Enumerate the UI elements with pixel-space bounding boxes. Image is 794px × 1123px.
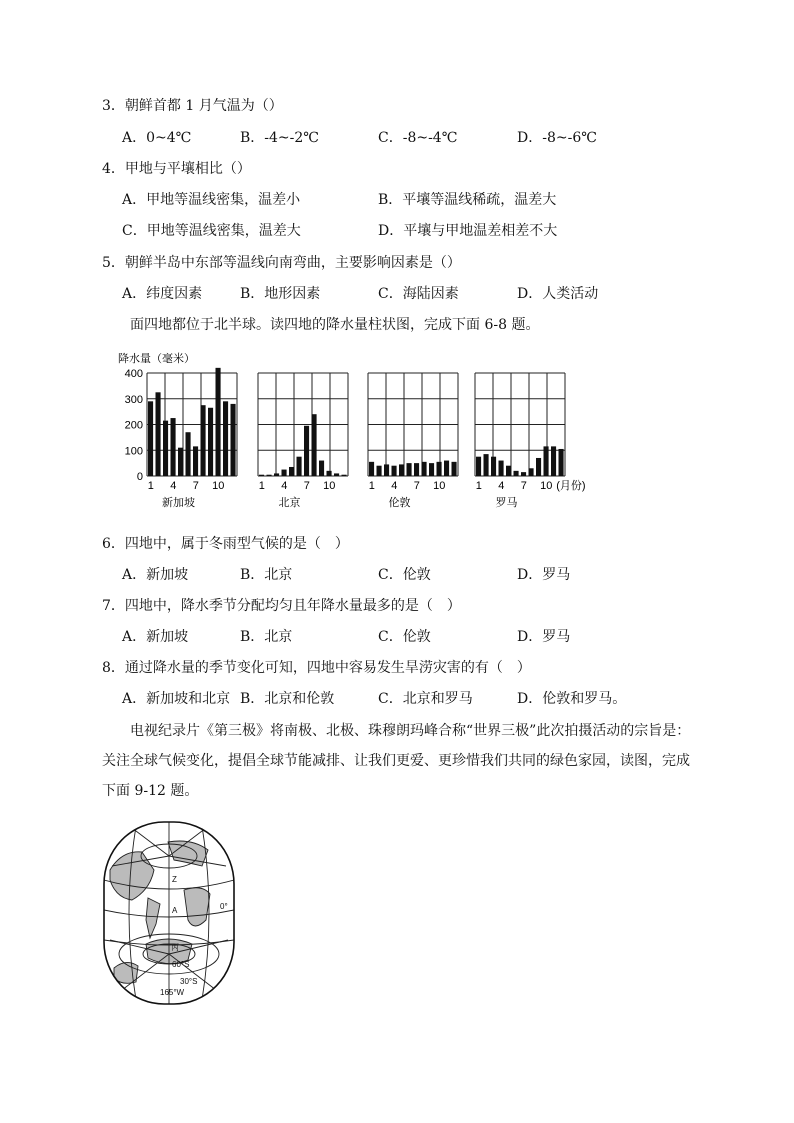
bar-新加坡-5 (178, 448, 183, 476)
question-3-stem: 3．朝鲜首都 1 月气温为（） (102, 98, 283, 114)
globe-map (102, 820, 236, 1006)
chart-series-name: 新加坡 (162, 497, 195, 509)
bar-罗马-1 (476, 457, 481, 476)
bar-北京-6 (297, 457, 302, 476)
bar-罗马-8 (529, 468, 534, 476)
x-tick-label: 7 (413, 480, 420, 492)
bar-北京-9 (319, 461, 324, 476)
q5-option-d: D．人类活动 (517, 286, 599, 302)
bar-罗马-2 (484, 454, 489, 476)
map-label-30s: 30°S (180, 977, 198, 986)
continent-africa (184, 888, 210, 926)
bar-罗马-9 (536, 458, 541, 476)
y-tick-label: 300 (124, 393, 143, 406)
x-tick-label: 7 (303, 480, 310, 492)
x-tick-label: 4 (391, 480, 398, 492)
bar-北京-5 (289, 467, 294, 476)
bar-伦敦-11 (444, 461, 449, 476)
question-5-stem: 5．朝鲜半岛中东部等温线向南弯曲，主要影响因素是（） (102, 255, 461, 271)
q6-option-b: B．北京 (240, 567, 293, 583)
x-tick-label: 1 (147, 480, 154, 492)
q5-option-a: A．纬度因素 (122, 286, 203, 302)
x-tick-label: 10 (540, 480, 553, 492)
q7-option-d: D．罗马 (517, 629, 571, 645)
map-label-0deg: 0° (220, 902, 228, 911)
bar-罗马-3 (491, 457, 496, 476)
bar-罗马-5 (506, 466, 511, 476)
q4-option-b: B．平壤等温线稀疏，温差大 (378, 192, 557, 208)
chart-series-name: 罗马 (495, 497, 518, 509)
x-tick-label: 10 (433, 480, 446, 492)
q6-option-d: D．罗马 (517, 567, 571, 583)
bar-北京-11 (334, 473, 339, 476)
x-tick-label: 7 (520, 480, 527, 492)
x-tick-label: 7 (192, 480, 199, 492)
bar-新加坡-12 (231, 404, 236, 476)
q8-option-c: C．北京和罗马 (378, 691, 473, 707)
bar-北京-3 (274, 473, 279, 476)
bar-伦敦-3 (384, 464, 389, 476)
x-tick-label: 1 (475, 480, 482, 492)
bar-新加坡-8 (201, 405, 206, 476)
x-tick-label: 10 (323, 480, 336, 492)
bar-新加坡-3 (163, 421, 168, 476)
bar-伦敦-7 (414, 463, 419, 476)
x-tick-label: 4 (498, 480, 505, 492)
bar-伦敦-1 (369, 462, 374, 476)
question-4-stem: 4．甲地与平壤相比（） (102, 161, 251, 177)
x-tick-label: 4 (281, 480, 288, 492)
y-tick-label: 100 (124, 445, 143, 458)
map-label-z: Z (172, 875, 177, 884)
bar-新加坡-10 (216, 368, 221, 476)
bar-新加坡-7 (193, 446, 198, 476)
bar-伦敦-6 (407, 463, 412, 476)
bar-伦敦-4 (392, 466, 397, 476)
bar-罗马-11 (551, 446, 556, 476)
q7-option-a: A．新加坡 (122, 629, 189, 645)
y-tick-label: 200 (124, 419, 143, 432)
bar-罗马-7 (521, 472, 526, 476)
chart-y-axis-label: 降水量（毫米） (118, 353, 195, 365)
map-label-a: A (172, 906, 178, 915)
q7-option-b: B．北京 (240, 629, 293, 645)
bar-罗马-12 (559, 449, 564, 476)
q3-option-b: B．-4~-2℃ (240, 130, 319, 146)
month-unit-label: (月份) (556, 480, 586, 492)
bar-伦敦-12 (452, 462, 457, 476)
continent-south-america (146, 898, 160, 938)
chart-series-name: 伦敦 (388, 497, 411, 509)
q8-option-b: B．北京和伦敦 (240, 691, 335, 707)
bar-伦敦-8 (422, 462, 427, 476)
q6-option-c: C．伦敦 (378, 567, 431, 583)
x-tick-label: 10 (212, 480, 225, 492)
question-7-stem: 7．四地中，降水季节分配均匀且年降水量最多的是（ ） (102, 598, 461, 614)
map-label-bing: 丙 (171, 943, 179, 952)
q3-option-c: C．-8~-4℃ (378, 130, 458, 146)
bar-北京-12 (342, 475, 347, 476)
bar-罗马-6 (514, 471, 519, 476)
intro-9-12 (102, 716, 694, 806)
y-tick-label: 400 (124, 368, 143, 380)
bar-伦敦-10 (437, 462, 442, 476)
bar-新加坡-9 (208, 408, 213, 476)
continent-eurasia (168, 841, 208, 866)
question-8-stem: 8．通过降水量的季节变化可知，四地中容易发生旱涝灾害的有（ ） (102, 660, 531, 676)
bar-北京-1 (259, 475, 264, 476)
bar-北京-2 (267, 475, 272, 476)
bar-新加坡-2 (156, 392, 161, 476)
q6-option-a: A．新加坡 (122, 567, 189, 583)
precipitation-bar-charts (110, 346, 610, 512)
bar-新加坡-1 (148, 401, 153, 476)
bar-伦敦-2 (377, 466, 382, 476)
q3-option-a: A．0~4℃ (122, 130, 192, 146)
x-tick-label: 1 (368, 480, 375, 492)
bar-伦敦-9 (429, 463, 434, 476)
q4-option-d: D．平壤与甲地温差相差不大 (378, 223, 558, 239)
bar-新加坡-11 (223, 401, 228, 476)
bar-新加坡-6 (186, 432, 191, 476)
q3-option-d: D．-8~-6℃ (517, 130, 597, 146)
map-label-165w: 165°W (160, 988, 185, 997)
q8-option-a: A．新加坡和北京 (122, 691, 231, 707)
bar-北京-7 (304, 426, 309, 476)
bar-北京-8 (312, 414, 317, 476)
q5-option-c: C．海陆因素 (378, 286, 459, 302)
chart-series-name: 北京 (278, 497, 301, 509)
q7-option-c: C．伦敦 (378, 629, 431, 645)
intro-9-12-text: 电视纪录片《第三极》将南极、北极、珠穆朗玛峰合称“世界三极”此次拍摄活动的宗旨是：关注全球气候变化，提倡全球节能减排、让我们更爱、更珍惜我们共同的绿色家园，读图，完成下面 9-12 题。 (102, 723, 691, 799)
intro-6-8: 面四地都位于北半球。读四地的降水量柱状图，完成下面 6-8 题。 (130, 317, 540, 333)
bar-罗马-4 (499, 461, 504, 476)
question-6-stem: 6．四地中，属于冬雨型气候的是（ ） (102, 536, 349, 552)
x-tick-label: 4 (170, 480, 177, 492)
x-tick-label: 1 (258, 480, 265, 492)
bar-新加坡-4 (171, 418, 176, 476)
bar-伦敦-5 (399, 464, 404, 476)
bar-北京-10 (327, 471, 332, 476)
bar-北京-4 (282, 470, 287, 476)
y-tick-label: 0 (136, 471, 143, 483)
q5-option-b: B．地形因素 (240, 286, 321, 302)
map-label-60s: 60°S (172, 960, 190, 969)
q4-option-a: A．甲地等温线密集，温差小 (122, 192, 301, 208)
q4-option-c: C．甲地等温线密集，温差大 (122, 223, 301, 239)
q8-option-d: D．伦敦和罗马。 (517, 691, 627, 707)
bar-罗马-10 (544, 446, 549, 476)
